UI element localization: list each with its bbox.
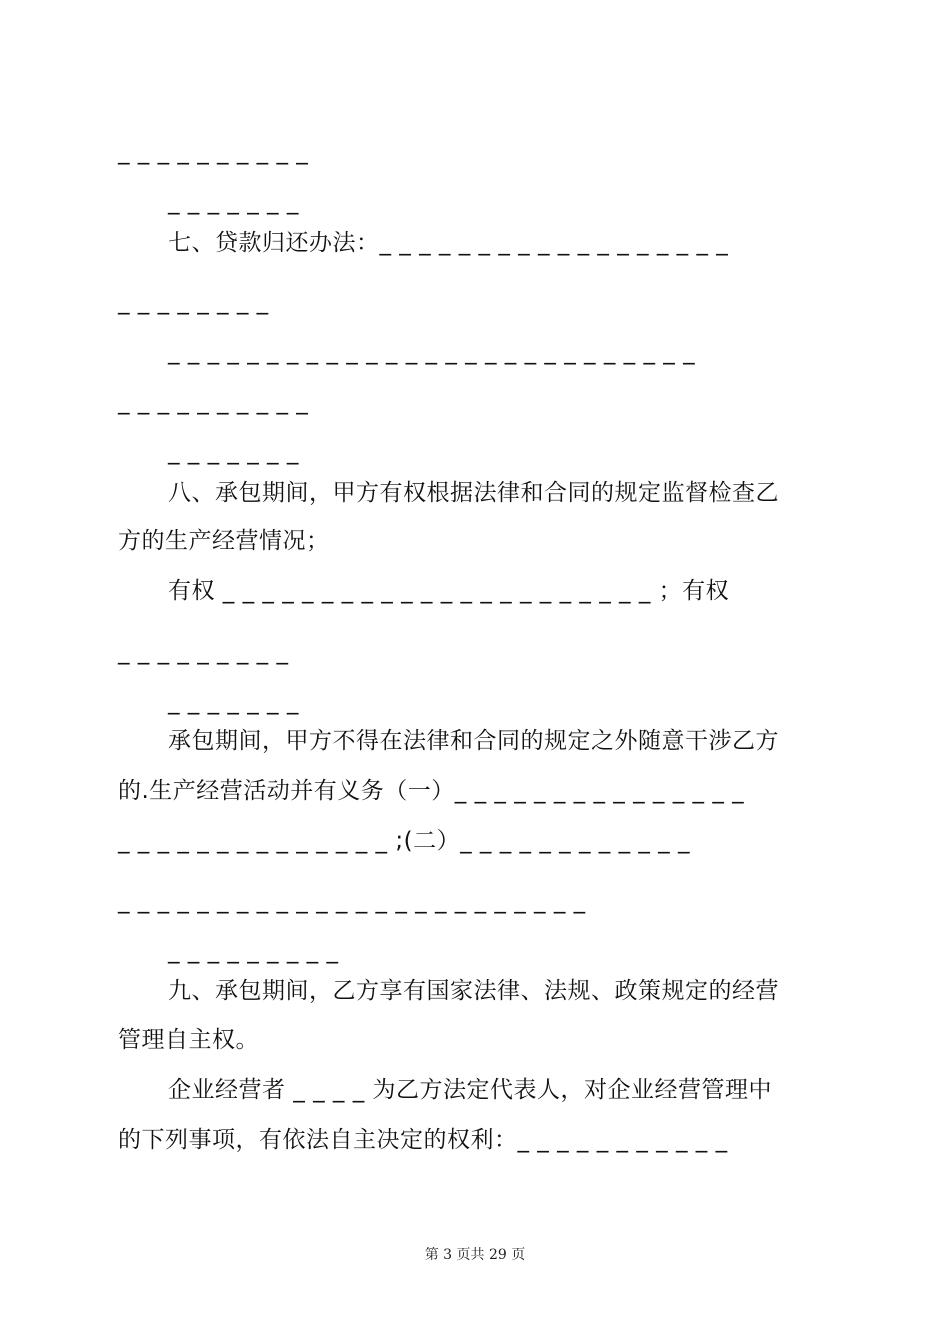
blank-line: _ _ _ _ _ _ _ _ _ _ _ _ _ _ _ _ _ _ _ _ _ _ _ _ [118, 888, 586, 914]
blank-line: _ _ _ _ _ _ _ _ _ [168, 938, 339, 964]
clause-9-heading: 九、承包期间，乙方享有国家法律、法规、政策规定的经营 [168, 978, 779, 1004]
blank-line: _ _ _ _ _ _ _ _ _ _ [118, 139, 309, 165]
blank-line: _ _ _ _ _ _ _ _ _ [118, 639, 289, 665]
clause-9-rights: 的下列事项，有依法自主决定的权利：_ _ _ _ _ _ _ _ _ _ _ [118, 1127, 728, 1153]
clause-9-representative: 企业经营者 _ _ _ _ 为乙方法定代表人，对企业经营管理中 [168, 1077, 773, 1103]
page-number-footer: 第 3 页共 29 页 [424, 1247, 526, 1263]
clause-8-heading: 八、承包期间，甲方有权根据法律和合同的规定监督检查乙 [168, 480, 779, 506]
clause-8-obligation-text: _ _ _ _ _ _ _ _ _ _ _ _ _ _ ;(二）_ _ _ _ _ _ _ _ _ _ _ _ [118, 828, 690, 854]
blank-line: _ _ _ _ _ _ _ _ _ _ [118, 389, 309, 415]
clause-8-obligation-text: 的.生产经营活动并有义务（一）_ _ _ _ _ _ _ _ _ _ _ _ _ _ _ [118, 778, 745, 804]
clause-8-obligation: 承包期间，甲方不得在法律和合同的规定之外随意干涉乙方 [168, 728, 779, 754]
clause-9-text: 管理自主权。 [118, 1027, 259, 1053]
blank-line: _ _ _ _ _ _ _ [168, 689, 299, 715]
clause-7-loan-repayment: 七、贷款归还办法：_ _ _ _ _ _ _ _ _ _ _ _ _ _ _ _ _ _ [168, 230, 729, 256]
blank-line: _ _ _ _ _ _ _ _ _ _ _ _ _ _ _ _ _ _ _ _ _ _ _ _ _ _ _ [168, 339, 696, 365]
blank-line: _ _ _ _ _ _ _ [168, 439, 299, 465]
clause-8-rights: 有权 _ _ _ _ _ _ _ _ _ _ _ _ _ _ _ _ _ _ _ _ _ _ ；有权 [168, 578, 730, 604]
clause-8-text: 方的生产经营情况； [118, 528, 330, 554]
blank-line: _ _ _ _ _ _ _ [168, 189, 299, 215]
blank-line: _ _ _ _ _ _ _ _ [118, 289, 269, 315]
